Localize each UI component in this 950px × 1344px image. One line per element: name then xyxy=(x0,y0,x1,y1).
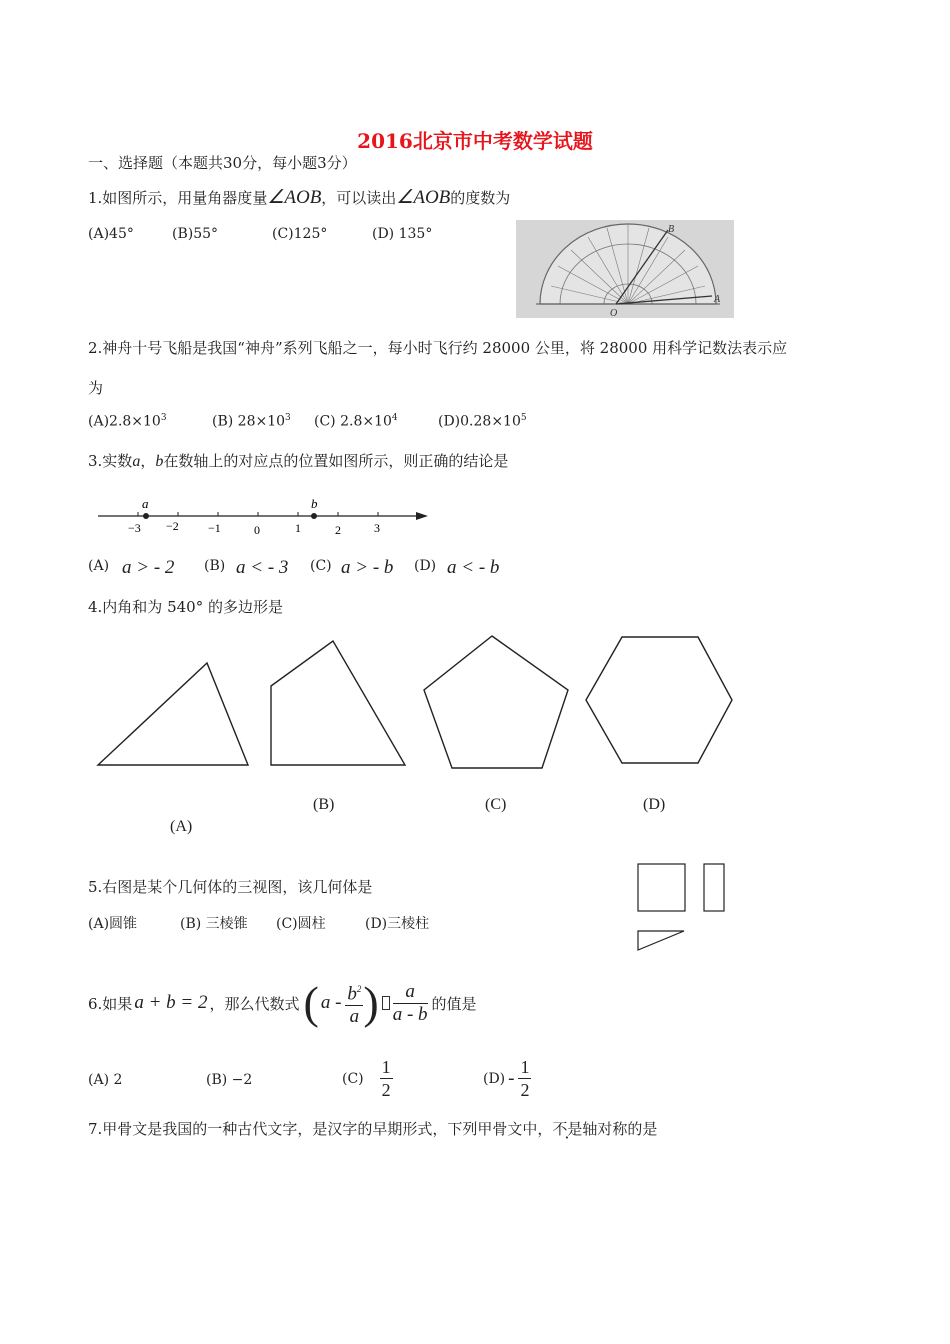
q1-option-a: (A)45° xyxy=(88,226,134,242)
q4-caption-b: (B) xyxy=(313,796,335,813)
q1-angle: ∠AOB xyxy=(267,187,322,208)
q6-option-sign: - xyxy=(508,1067,515,1089)
fraction-one-half xyxy=(380,1056,393,1101)
q6-option-c xyxy=(342,1056,393,1101)
frac-num-var: b xyxy=(347,983,357,1005)
fraction-a-over-a-minus-b xyxy=(393,981,428,1026)
q3-option-b-label: (B) xyxy=(204,558,226,574)
q3-option-d-expr: a < - b xyxy=(447,557,500,578)
tick-label: −1 xyxy=(208,521,221,535)
q2-option-text: (D)0.28×10 xyxy=(438,413,521,430)
q2-option-text: (A)2.8×10 xyxy=(88,413,161,430)
side-view xyxy=(704,864,724,911)
fraction-one-half xyxy=(518,1056,531,1101)
q6-option-label: (C) xyxy=(342,1070,364,1087)
q3-option-b-expr: a < - 3 xyxy=(236,557,289,578)
q4-caption-c: (C) xyxy=(485,796,507,813)
q2-stem-line2: 为 xyxy=(88,379,104,397)
q6-stem-part: 的值是 xyxy=(431,994,477,1013)
q2-option-text: (B) 28×10 xyxy=(212,413,286,430)
label-a: A xyxy=(714,294,721,305)
tick-label: −2 xyxy=(166,519,179,533)
q6-condition: a + b = 2 xyxy=(134,992,208,1014)
frac-denominator: 2 xyxy=(381,1080,391,1100)
label-o: O xyxy=(610,308,618,318)
q6-option-b: (B) −2 xyxy=(206,1072,253,1088)
q3-stem-part: 3.实数 xyxy=(88,452,133,470)
q6-expr-part: a - xyxy=(320,992,342,1014)
three-view-figure xyxy=(636,862,728,954)
right-paren: ) xyxy=(363,977,379,1029)
q5-option-d: (D)三棱柱 xyxy=(365,916,430,932)
q6-stem-part: ，那么代数式 xyxy=(209,994,300,1013)
q2-option-a xyxy=(88,413,167,430)
tick-label: 2 xyxy=(335,523,341,537)
section-heading: 一、选择题（本题共30分，每小题3分） xyxy=(88,154,357,172)
tick-label: 0 xyxy=(254,523,260,537)
page-title: 2016北京市中考数学试题 xyxy=(357,129,593,153)
frac-denominator: a - b xyxy=(392,1003,428,1025)
q2-option-exp: 4 xyxy=(391,413,398,423)
q3-option-c-label: (C) xyxy=(310,558,332,574)
q5-option-a: (A)圆锥 xyxy=(88,916,138,932)
q3-option-d-label: (D) xyxy=(414,558,437,574)
q5-stem: 5.右图是某个几何体的三视图，该几何体是 xyxy=(88,878,373,896)
q1-stem-part: 的度数为 xyxy=(450,189,511,207)
frac-numerator xyxy=(345,978,363,1006)
q1-option-d: (D) 135° xyxy=(372,226,433,242)
quadrilateral-shape xyxy=(271,641,405,765)
q6-option-d xyxy=(483,1056,531,1101)
q3-var-b: b xyxy=(155,453,164,470)
q7-stem-part: 7.甲骨文是我国的一种古代文字，是汉字的早期形式，下列甲骨文中， xyxy=(88,1120,553,1138)
q6-option-label: (D) xyxy=(483,1070,506,1087)
q1-stem-part: 1.如图所示，用量角器度量 xyxy=(88,189,268,207)
front-view xyxy=(638,864,685,911)
q6-option-a: (A) 2 xyxy=(88,1072,123,1088)
q7-stem-part: 轴对称的是 xyxy=(582,1120,658,1138)
frac-denominator: 2 xyxy=(520,1080,530,1100)
frac-denominator: a xyxy=(349,1006,360,1028)
frac-numerator: 1 xyxy=(520,1057,530,1077)
q2-option-c xyxy=(314,413,398,430)
q2-option-b xyxy=(212,413,291,430)
q1-stem xyxy=(88,186,510,209)
q3-option-c-expr: a > - b xyxy=(341,557,394,578)
missing-glyph-box xyxy=(382,996,390,1010)
triangle-shape xyxy=(98,663,248,765)
q1-option-b: (B)55° xyxy=(172,226,219,242)
q3-var-a: a xyxy=(132,453,141,470)
q2-option-exp: 5 xyxy=(520,413,527,423)
q3-stem xyxy=(88,450,508,471)
q2-option-d xyxy=(438,413,527,430)
q3-option-a-expr: a > - 2 xyxy=(122,557,175,578)
q5-option-b: (B) 三棱锥 xyxy=(180,916,248,932)
q3-option-a-label: (A) xyxy=(88,558,110,574)
label-b: B xyxy=(668,224,675,235)
q4-stem: 4.内角和为 540° 的多边形是 xyxy=(88,598,283,616)
protractor-svg xyxy=(516,220,734,318)
pentagon-shape xyxy=(424,636,568,768)
q3-stem-part: ， xyxy=(140,452,156,470)
polygon-figures xyxy=(90,628,750,778)
q4-caption-a: (A) xyxy=(170,818,193,835)
q4-caption-d: (D) xyxy=(643,796,666,813)
point-b-label: b xyxy=(311,496,318,511)
number-line-arrow xyxy=(416,512,428,520)
fraction-b2-over-a xyxy=(345,978,363,1028)
left-paren: ( xyxy=(303,977,319,1029)
hexagon-shape xyxy=(586,637,732,763)
point-a-label: a xyxy=(142,496,149,511)
q5-option-c: (C)圆柱 xyxy=(276,916,326,932)
q2-option-text: (C) 2.8×10 xyxy=(314,413,392,430)
tick-label: 1 xyxy=(295,521,301,535)
frac-numerator: a xyxy=(393,981,428,1004)
top-view xyxy=(638,931,684,950)
q1-angle: ∠AOB xyxy=(396,187,451,208)
q7-emphasis: 不是 xyxy=(552,1120,583,1138)
protractor-figure xyxy=(516,220,734,318)
tick-label: −3 xyxy=(128,521,141,535)
point-a-dot xyxy=(143,513,149,519)
q1-option-c: (C)125° xyxy=(272,226,328,242)
q1-stem-part: ，可以读出 xyxy=(321,189,397,207)
tick-label: 3 xyxy=(374,521,380,535)
q2-stem-line1: 2.神舟十号飞船是我国“神舟”系列飞船之一，每小时飞行约 28000 公里，将 28000 用科学记数法表示应 xyxy=(88,339,788,357)
number-line xyxy=(90,494,440,544)
q7-stem xyxy=(88,1118,657,1139)
q2-option-exp: 3 xyxy=(285,413,291,423)
frac-num-exp: 2 xyxy=(356,984,362,994)
q6-stem-part: 6.如果 xyxy=(88,994,133,1013)
q6-stem xyxy=(88,978,477,1028)
q3-stem-part: 在数轴上的对应点的位置如图所示，则正确的结论是 xyxy=(163,452,509,470)
point-b-dot xyxy=(311,513,317,519)
frac-numerator: 1 xyxy=(381,1057,391,1077)
q2-option-exp: 3 xyxy=(160,413,167,423)
